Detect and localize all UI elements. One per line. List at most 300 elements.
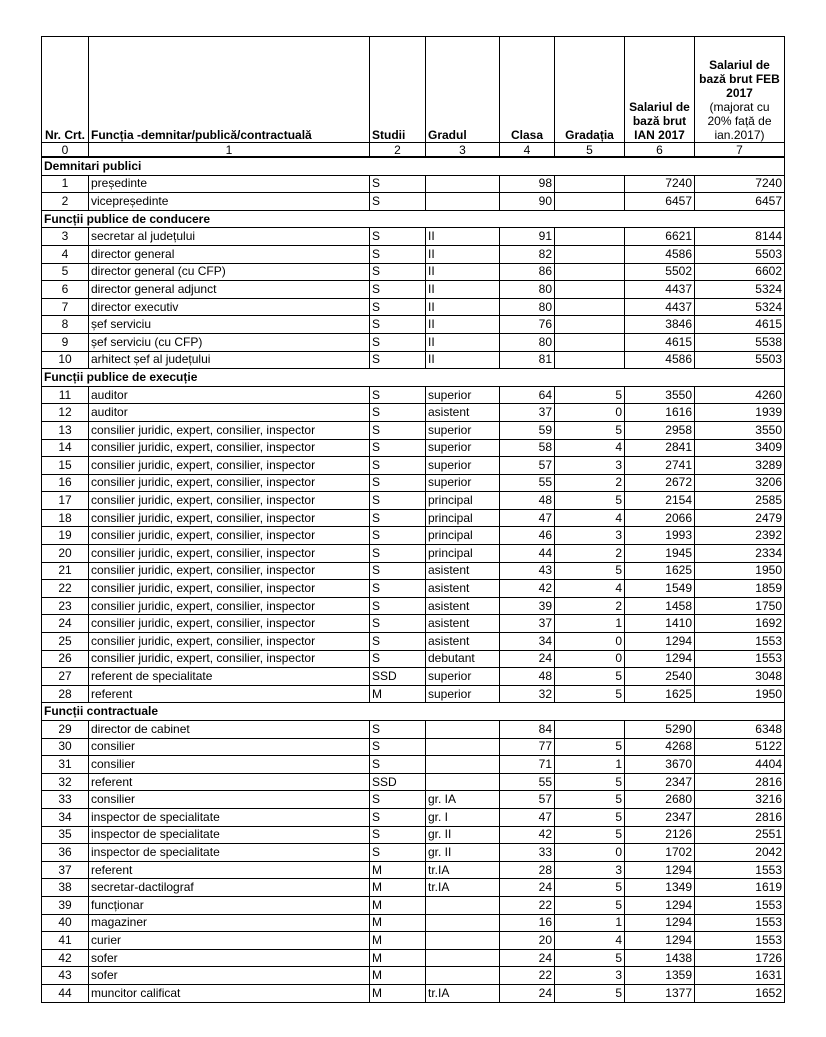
cell-clasa: 84 [500,721,555,739]
cell-functia: auditor [89,404,370,422]
cell-gradatia: 5 [555,492,625,510]
cell-studii: S [370,808,426,826]
cell-gradatia [555,281,625,299]
cell-clasa: 64 [500,386,555,404]
cell-sal-feb: 2479 [695,509,785,527]
cell-gradul [426,175,500,193]
cell-studii: S [370,615,426,633]
cell-sal-ian: 1438 [625,949,695,967]
cell-nr: 41 [42,932,89,950]
cell-clasa: 28 [500,861,555,879]
table-row [42,228,785,246]
cell-functia: consilier juridic, expert, consilier, inspector [89,457,370,475]
column-number: 1 [89,143,370,158]
cell-nr: 17 [42,492,89,510]
cell-clasa: 24 [500,650,555,668]
cell-clasa: 37 [500,615,555,633]
salary-table [41,36,785,1003]
cell-nr: 4 [42,245,89,263]
cell-gradatia: 0 [555,404,625,422]
cell-sal-ian: 1993 [625,527,695,545]
cell-clasa: 76 [500,316,555,334]
cell-nr: 40 [42,914,89,932]
cell-nr: 44 [42,984,89,1002]
table-row [42,650,785,668]
header-sal-feb [695,37,785,143]
table-row [42,316,785,334]
cell-gradatia: 5 [555,773,625,791]
cell-nr: 22 [42,580,89,598]
cell-gradatia: 4 [555,509,625,527]
cell-sal-ian: 5290 [625,721,695,739]
table-row [42,615,785,633]
cell-gradatia: 5 [555,984,625,1002]
section-row [42,157,785,175]
cell-functia: secretar-dactilograf [89,879,370,897]
cell-sal-feb: 2042 [695,844,785,862]
table-row [42,263,785,281]
table-row [42,826,785,844]
cell-clasa: 24 [500,984,555,1002]
cell-sal-ian: 2154 [625,492,695,510]
cell-studii: S [370,351,426,369]
cell-functia: auditor [89,386,370,404]
table-row [42,474,785,492]
cell-sal-feb: 8144 [695,228,785,246]
cell-studii: S [370,386,426,404]
cell-gradul: superior [426,421,500,439]
cell-sal-ian: 4268 [625,738,695,756]
cell-sal-ian: 5502 [625,263,695,281]
cell-sal-feb: 1750 [695,597,785,615]
cell-clasa: 47 [500,509,555,527]
cell-functia: președinte [89,175,370,193]
header-clasa: Clasa [500,37,555,143]
cell-functia: funcționar [89,896,370,914]
section-title: Demnitari publici [42,157,785,175]
cell-studii: S [370,509,426,527]
cell-gradul: principal [426,527,500,545]
cell-functia: inspector de specialitate [89,808,370,826]
cell-clasa: 80 [500,281,555,299]
cell-gradul [426,967,500,985]
cell-gradul: principal [426,492,500,510]
cell-studii: S [370,756,426,774]
table-row [42,281,785,299]
cell-gradul [426,721,500,739]
cell-studii: S [370,721,426,739]
table-row [42,844,785,862]
cell-gradatia: 2 [555,597,625,615]
cell-nr: 2 [42,193,89,211]
cell-gradatia: 2 [555,545,625,563]
cell-sal-ian: 1377 [625,984,695,1002]
cell-functia: director executiv [89,298,370,316]
cell-gradatia: 4 [555,932,625,950]
cell-functia: inspector de specialitate [89,844,370,862]
cell-sal-feb: 1950 [695,562,785,580]
cell-functia: consilier juridic, expert, consilier, inspector [89,633,370,651]
table-row [42,808,785,826]
cell-functia: consilier juridic, expert, consilier, inspector [89,492,370,510]
cell-clasa: 91 [500,228,555,246]
cell-studii: M [370,949,426,967]
cell-nr: 39 [42,896,89,914]
cell-gradatia: 5 [555,668,625,686]
cell-studii: S [370,228,426,246]
cell-gradatia [555,351,625,369]
cell-sal-feb: 5122 [695,738,785,756]
cell-gradatia: 5 [555,879,625,897]
cell-studii: S [370,281,426,299]
cell-functia: sofer [89,967,370,985]
cell-sal-ian: 1359 [625,967,695,985]
cell-functia: secretar al județului [89,228,370,246]
cell-studii: S [370,193,426,211]
cell-functia: vicepreședinte [89,193,370,211]
cell-clasa: 24 [500,879,555,897]
cell-clasa: 42 [500,580,555,598]
cell-studii: S [370,791,426,809]
cell-nr: 24 [42,615,89,633]
cell-gradul: II [426,316,500,334]
cell-gradul: superior [426,685,500,703]
table-body [42,157,785,1002]
table-row [42,597,785,615]
cell-nr: 18 [42,509,89,527]
cell-nr: 35 [42,826,89,844]
cell-functia: consilier [89,738,370,756]
cell-clasa: 55 [500,773,555,791]
cell-sal-ian: 2540 [625,668,695,686]
cell-gradul [426,932,500,950]
cell-sal-feb: 3409 [695,439,785,457]
cell-sal-ian: 2741 [625,457,695,475]
cell-studii: M [370,914,426,932]
cell-sal-feb: 5503 [695,351,785,369]
cell-studii: S [370,738,426,756]
cell-gradul [426,773,500,791]
cell-sal-feb: 2585 [695,492,785,510]
cell-gradul: II [426,333,500,351]
cell-clasa: 71 [500,756,555,774]
cell-gradatia: 5 [555,791,625,809]
cell-nr: 28 [42,685,89,703]
cell-gradul [426,738,500,756]
cell-sal-ian: 2841 [625,439,695,457]
cell-studii: SSD [370,773,426,791]
cell-gradul: superior [426,439,500,457]
cell-gradul: tr.IA [426,984,500,1002]
cell-clasa: 16 [500,914,555,932]
cell-nr: 20 [42,545,89,563]
table-row [42,527,785,545]
cell-studii: S [370,844,426,862]
cell-sal-ian: 3846 [625,316,695,334]
cell-functia: consilier juridic, expert, consilier, inspector [89,597,370,615]
table-row [42,421,785,439]
cell-gradul [426,193,500,211]
header-studii: Studii [370,37,426,143]
section-title: Funcții contractuale [42,703,785,721]
cell-nr: 34 [42,808,89,826]
cell-studii: S [370,545,426,563]
cell-functia: curier [89,932,370,950]
cell-sal-feb: 3206 [695,474,785,492]
cell-gradul: tr.IA [426,861,500,879]
header-gradul: Gradul [426,37,500,143]
cell-clasa: 37 [500,404,555,422]
table-row [42,351,785,369]
cell-sal-feb: 5538 [695,333,785,351]
cell-nr: 8 [42,316,89,334]
cell-sal-ian: 1349 [625,879,695,897]
cell-clasa: 48 [500,668,555,686]
cell-nr: 21 [42,562,89,580]
cell-sal-feb: 5324 [695,298,785,316]
cell-sal-feb: 2816 [695,808,785,826]
cell-functia: referent [89,861,370,879]
cell-clasa: 86 [500,263,555,281]
cell-clasa: 44 [500,545,555,563]
cell-clasa: 42 [500,826,555,844]
table-row [42,668,785,686]
cell-gradatia: 1 [555,615,625,633]
cell-clasa: 55 [500,474,555,492]
cell-gradul: superior [426,668,500,686]
cell-nr: 25 [42,633,89,651]
cell-sal-ian: 3670 [625,756,695,774]
cell-functia: consilier juridic, expert, consilier, inspector [89,650,370,668]
cell-nr: 16 [42,474,89,492]
cell-sal-feb: 1859 [695,580,785,598]
column-number: 2 [370,143,426,158]
cell-functia: consilier juridic, expert, consilier, inspector [89,562,370,580]
cell-gradatia [555,245,625,263]
cell-nr: 14 [42,439,89,457]
cell-gradul: asistent [426,562,500,580]
cell-nr: 26 [42,650,89,668]
cell-gradul: superior [426,386,500,404]
cell-gradul [426,896,500,914]
cell-sal-feb: 1553 [695,861,785,879]
cell-functia: consilier juridic, expert, consilier, inspector [89,421,370,439]
section-row [42,369,785,387]
cell-gradatia: 1 [555,756,625,774]
cell-sal-ian: 1294 [625,932,695,950]
cell-gradatia: 3 [555,861,625,879]
cell-clasa: 82 [500,245,555,263]
cell-sal-feb: 1553 [695,932,785,950]
cell-sal-ian: 3550 [625,386,695,404]
table-row [42,738,785,756]
cell-studii: S [370,263,426,281]
cell-sal-ian: 2347 [625,808,695,826]
cell-functia: arhitect șef al județului [89,351,370,369]
table-row [42,967,785,985]
cell-studii: S [370,580,426,598]
cell-gradatia: 5 [555,896,625,914]
table-row [42,861,785,879]
cell-sal-feb: 5503 [695,245,785,263]
cell-clasa: 32 [500,685,555,703]
cell-sal-feb: 1950 [695,685,785,703]
cell-clasa: 80 [500,298,555,316]
table-row [42,509,785,527]
cell-gradatia [555,228,625,246]
cell-gradatia [555,316,625,334]
cell-gradul: principal [426,545,500,563]
table-row [42,791,785,809]
cell-studii: S [370,650,426,668]
cell-clasa: 80 [500,333,555,351]
cell-studii: S [370,457,426,475]
cell-sal-ian: 1294 [625,633,695,651]
cell-nr: 19 [42,527,89,545]
cell-gradul: gr. II [426,844,500,862]
cell-clasa: 90 [500,193,555,211]
cell-sal-feb: 1553 [695,650,785,668]
table-row [42,879,785,897]
cell-sal-feb: 6348 [695,721,785,739]
cell-nr: 11 [42,386,89,404]
cell-nr: 6 [42,281,89,299]
cell-studii: S [370,474,426,492]
cell-clasa: 48 [500,492,555,510]
cell-sal-feb: 1652 [695,984,785,1002]
cell-functia: director general adjunct [89,281,370,299]
cell-functia: șef serviciu [89,316,370,334]
cell-gradul: asistent [426,633,500,651]
cell-sal-feb: 1692 [695,615,785,633]
cell-sal-ian: 4586 [625,245,695,263]
cell-sal-feb: 1553 [695,914,785,932]
cell-sal-ian: 6457 [625,193,695,211]
cell-sal-ian: 1410 [625,615,695,633]
cell-gradul: gr. II [426,826,500,844]
cell-sal-ian: 1625 [625,562,695,580]
cell-gradatia: 4 [555,580,625,598]
cell-gradatia [555,298,625,316]
cell-clasa: 81 [500,351,555,369]
table-row [42,984,785,1002]
cell-sal-ian: 4586 [625,351,695,369]
cell-gradatia [555,333,625,351]
cell-sal-ian: 1616 [625,404,695,422]
cell-functia: referent [89,773,370,791]
cell-studii: S [370,421,426,439]
cell-gradul [426,949,500,967]
cell-clasa: 22 [500,896,555,914]
cell-sal-feb: 1631 [695,967,785,985]
cell-sal-ian: 1625 [625,685,695,703]
cell-nr: 30 [42,738,89,756]
cell-gradatia [555,193,625,211]
cell-nr: 9 [42,333,89,351]
cell-studii: M [370,685,426,703]
cell-studii: S [370,597,426,615]
header-sal-feb-note: (majorat cu 20% față de ian.2017) [707,100,772,142]
column-number: 6 [625,143,695,158]
cell-gradul: asistent [426,404,500,422]
cell-sal-ian: 1945 [625,545,695,563]
cell-gradul: gr. IA [426,791,500,809]
cell-sal-ian: 4437 [625,298,695,316]
header-sal-feb-title: Salariul de bază brut FEB 2017 [699,58,780,100]
cell-gradul: principal [426,509,500,527]
cell-clasa: 59 [500,421,555,439]
cell-gradul: asistent [426,580,500,598]
cell-functia: consilier juridic, expert, consilier, inspector [89,545,370,563]
header-nr: Nr. Crt. [42,37,89,143]
cell-studii: M [370,984,426,1002]
cell-functia: referent [89,685,370,703]
cell-clasa: 33 [500,844,555,862]
cell-gradatia: 2 [555,474,625,492]
cell-functia: consilier juridic, expert, consilier, inspector [89,474,370,492]
cell-sal-ian: 6621 [625,228,695,246]
cell-gradul: II [426,245,500,263]
cell-sal-feb: 6457 [695,193,785,211]
cell-sal-ian: 1294 [625,914,695,932]
cell-functia: magaziner [89,914,370,932]
cell-gradatia: 3 [555,967,625,985]
cell-nr: 33 [42,791,89,809]
cell-studii: M [370,861,426,879]
cell-clasa: 20 [500,932,555,950]
table-row [42,773,785,791]
cell-functia: consilier [89,756,370,774]
cell-gradatia: 1 [555,914,625,932]
cell-sal-ian: 2672 [625,474,695,492]
table-row [42,333,785,351]
table-row [42,896,785,914]
cell-gradul: debutant [426,650,500,668]
table-row [42,685,785,703]
cell-sal-ian: 1294 [625,650,695,668]
cell-sal-ian: 2126 [625,826,695,844]
column-number: 5 [555,143,625,158]
table-row [42,193,785,211]
cell-gradul: II [426,351,500,369]
cell-sal-feb: 3216 [695,791,785,809]
table-row [42,932,785,950]
cell-nr: 3 [42,228,89,246]
cell-nr: 38 [42,879,89,897]
cell-studii: M [370,896,426,914]
cell-gradatia: 0 [555,650,625,668]
table-row [42,298,785,316]
cell-clasa: 57 [500,791,555,809]
cell-gradatia: 5 [555,562,625,580]
cell-studii: S [370,333,426,351]
table-row [42,439,785,457]
cell-gradatia: 5 [555,949,625,967]
cell-clasa: 39 [500,597,555,615]
column-number: 0 [42,143,89,158]
cell-functia: director general [89,245,370,263]
cell-studii: SSD [370,668,426,686]
cell-clasa: 46 [500,527,555,545]
table-row [42,756,785,774]
cell-sal-ian: 1458 [625,597,695,615]
cell-nr: 7 [42,298,89,316]
cell-gradatia [555,263,625,281]
cell-gradul: superior [426,457,500,475]
cell-clasa: 24 [500,949,555,967]
cell-gradatia: 3 [555,527,625,545]
cell-nr: 42 [42,949,89,967]
